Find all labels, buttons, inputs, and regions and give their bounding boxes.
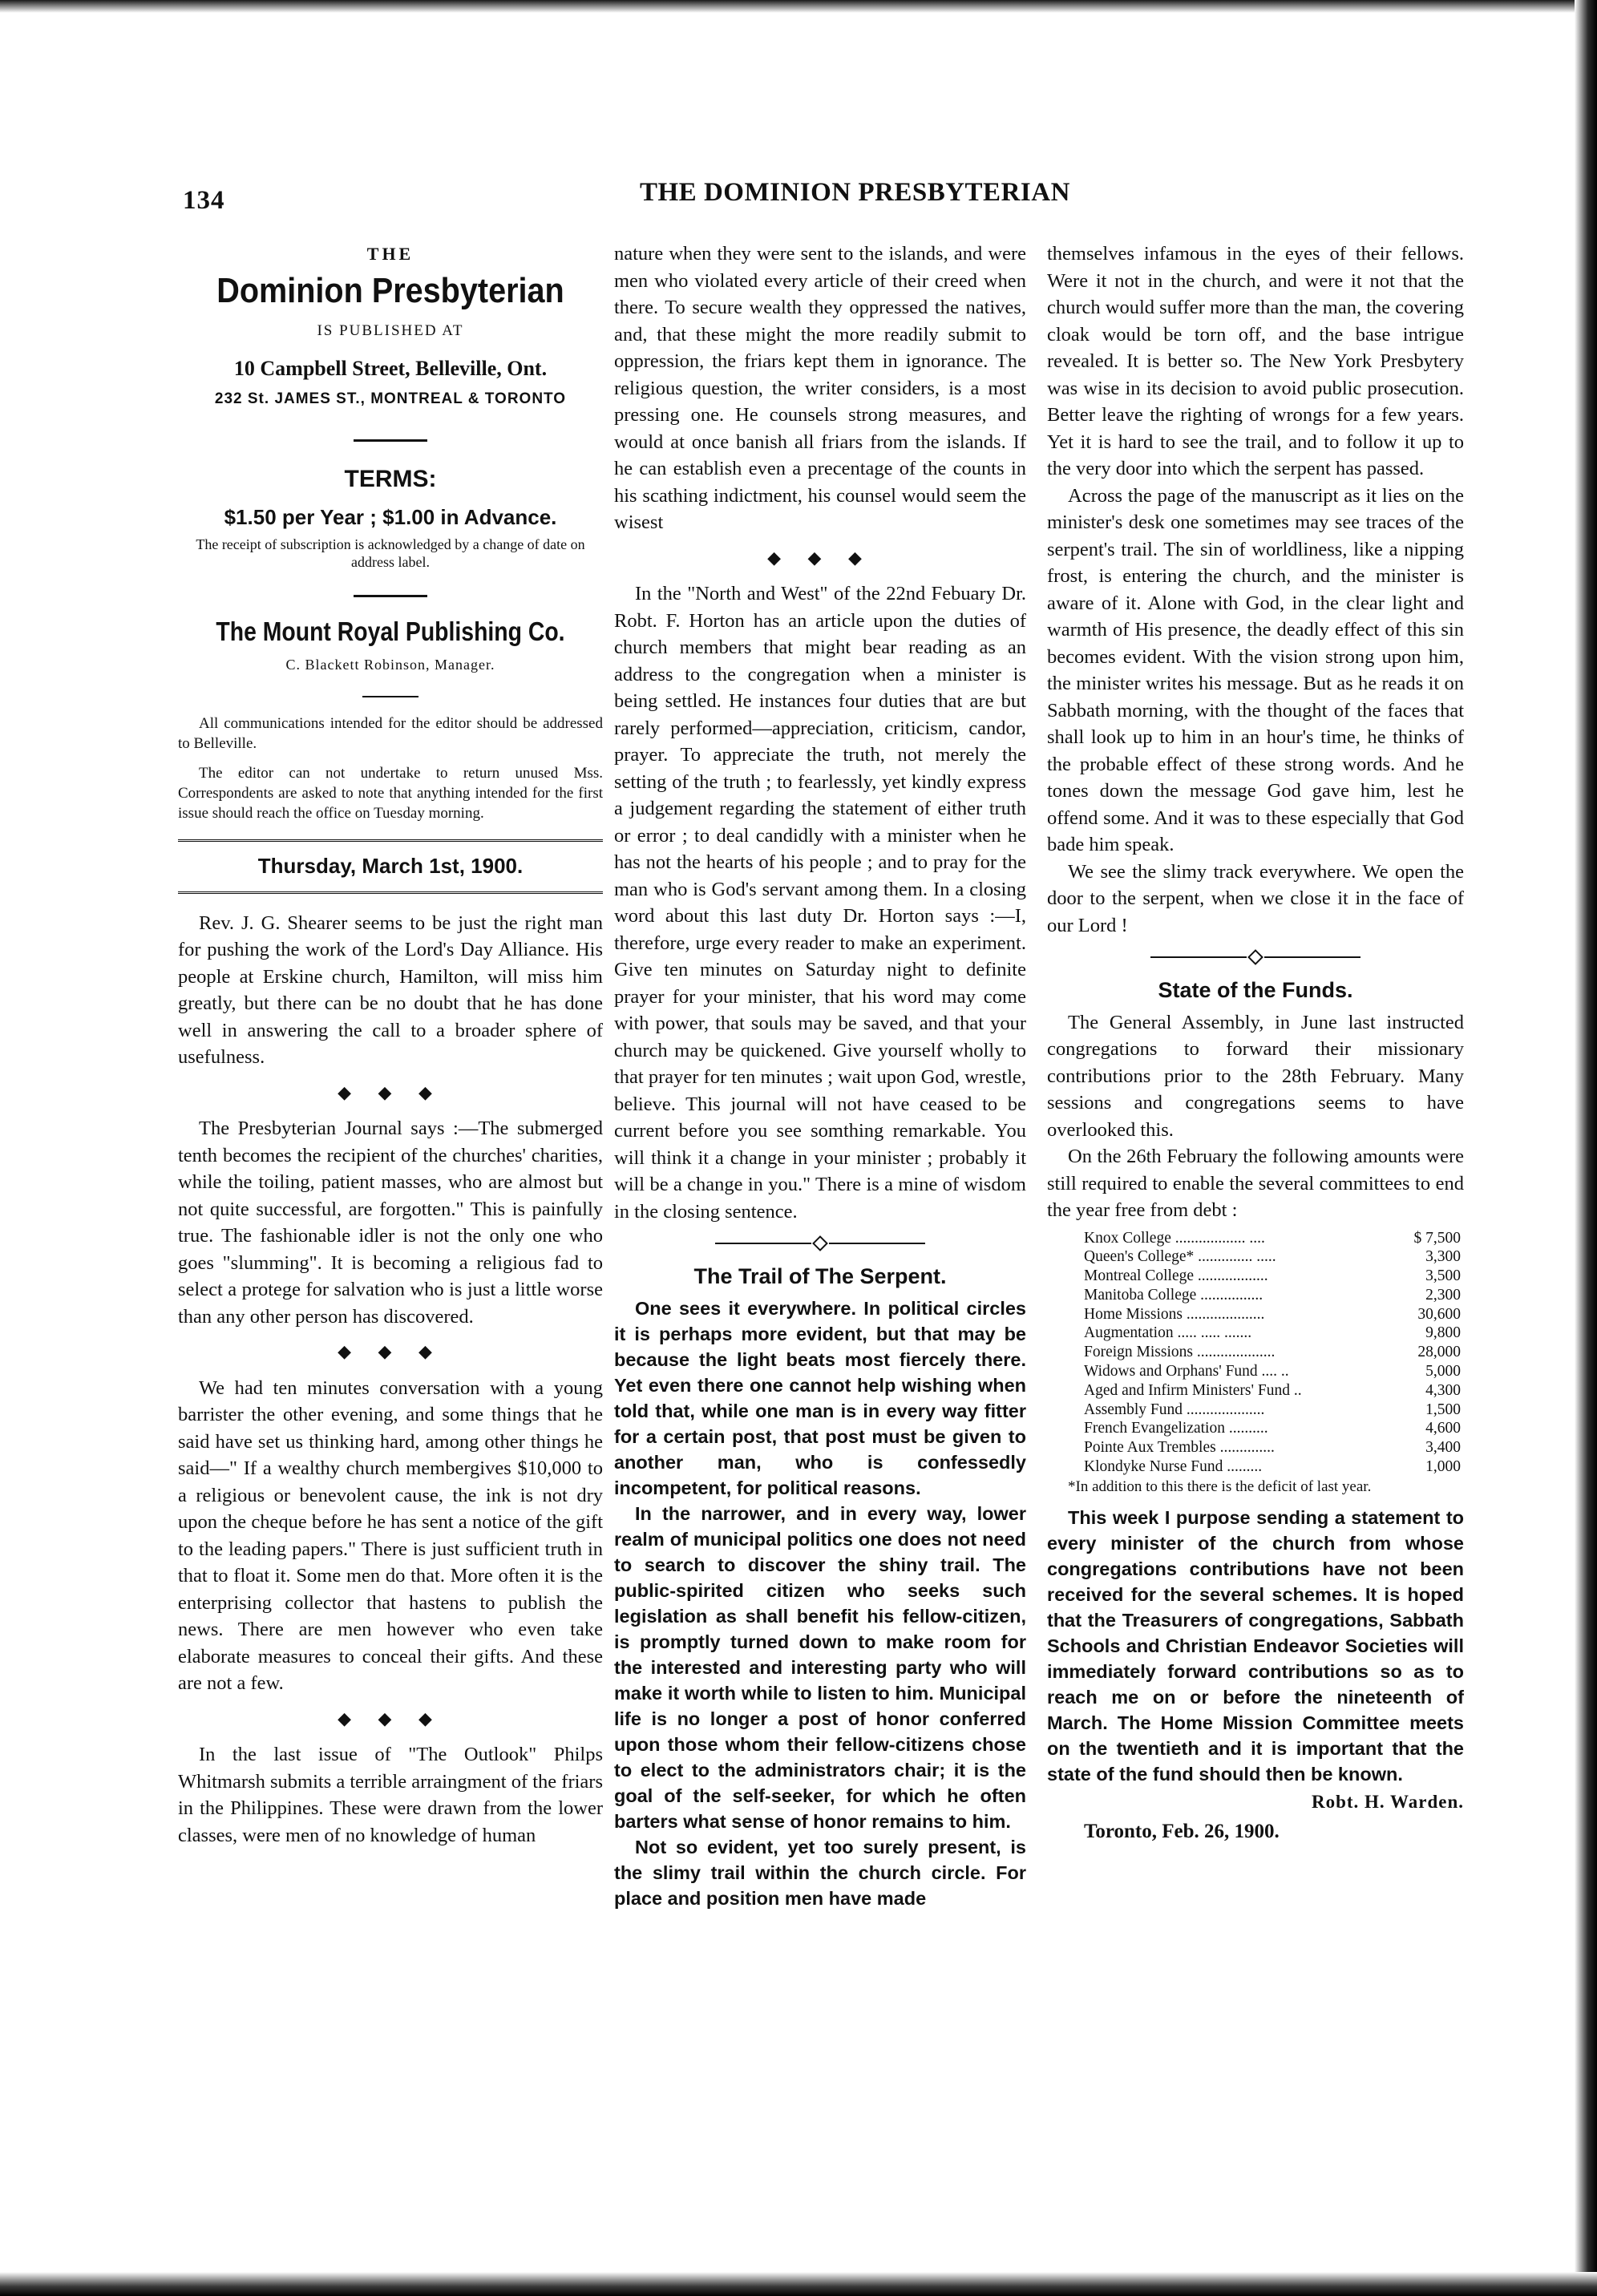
funds-row <box>1084 1401 1461 1420</box>
fund-amount: 30,600 <box>1417 1305 1461 1323</box>
funds-row <box>1084 1457 1461 1477</box>
editorial-paragraph: Rev. J. G. Shearer seems to be just the right man for pushing the work of the Lord's Day Alliance. His people at Erskine church, Hamilton, will miss him greatly, but there can be no doubt that he has done well in answering the call to a broader sphere of usefulness. <box>178 912 603 1068</box>
divider-rule <box>354 595 427 597</box>
funds-row <box>1084 1362 1461 1381</box>
terms-price: $1.50 per Year ; $1.00 in Advance. <box>224 504 557 529</box>
masthead-address-2: 232 St. JAMES ST., MONTREAL & TORONTO <box>214 390 567 407</box>
section-divider <box>614 1238 1026 1249</box>
column-1 <box>178 241 603 1849</box>
masthead-title: Dominion Presbyterian <box>216 270 564 310</box>
fund-amount: 3,500 <box>1425 1267 1461 1285</box>
fund-amount: 5,000 <box>1425 1363 1461 1380</box>
funds-row <box>1084 1305 1461 1324</box>
scan-edge-bottom <box>0 2272 1597 2296</box>
article-heading: State of the Funds. <box>1158 978 1353 1002</box>
funds-row <box>1084 1419 1461 1438</box>
fund-amount: 2,300 <box>1425 1286 1461 1304</box>
editor-notice-2: The editor can not undertake to return unused Mss. Correspondents are asked to note that anything intended for the first issue should reach the office on Tuesday morning. <box>178 765 603 822</box>
article-paragraph: In the narrower, and in every way, lower realm of municipal politics one does not need to search to discover the shiny trail. The public-spirited citizen who seeks such legislation as shall benefit his fellow-citizen, is promptly turned down to make room for the interested and interesting party who will make it worth while to listen to him. Municipal life is no longer a post of honor conferred upon those whom their fellow-citizens chose to elect to the administrators chair; it is the goal of the self-seeker, for which he often barters what sense of honor remains to him. <box>614 1502 1026 1832</box>
funds-footnote: *In addition to this there is the deficit of last year. <box>1068 1477 1372 1495</box>
fund-amount: $ 7,500 <box>1413 1229 1461 1247</box>
fund-name: Klondyke Nurse Fund ......... <box>1084 1458 1263 1476</box>
editorial-paragraph: The Presbyterian Journal says :—The submerged tenth becomes the recipient of the churches' charities, while the toiling, patient masses, who are almost but not quite successful, are forgotten." This is painfully true. The fashionable idler is not the only one who goes "slumming". It is becoming a religious fad to select a protege for salvation who is just a little worse than any other person has discovered. <box>178 1118 603 1328</box>
fund-amount: 3,300 <box>1425 1248 1461 1266</box>
fund-name: Queen's College* .............. ..... <box>1084 1248 1276 1266</box>
masthead-address-1: 10 Campbell Street, Belleville, Ont. <box>233 357 548 380</box>
fund-amount: 3,400 <box>1425 1439 1461 1457</box>
fund-amount: 4,600 <box>1425 1420 1461 1437</box>
fund-amount: 9,800 <box>1425 1324 1461 1342</box>
funds-table <box>1084 1229 1461 1477</box>
article-paragraph: We see the slimy track everywhere. We open the door to the serpent, when we close it in the face of our Lord ! <box>1047 860 1464 936</box>
editorial-paragraph: We had ten minutes conversation with a young barrister the other evening, and some things that he said have set us thinking hard, among other things he said—" If a wealthy church membergives $10,000 to a religious or benevolent cause, the ink is not dry upon the cheque before he has sent a notice of the gift to the leading papers." There is just sufficient truth in that to float it. Some men do that. More often it is the enterprising collector that hastens to publish the news. There are men however who even take elaborate measures to conceal their gifts. And these are not a few. <box>178 1376 603 1694</box>
place-date: Toronto, Feb. 26, 1900. <box>1084 1821 1280 1843</box>
fund-amount: 28,000 <box>1417 1344 1461 1361</box>
funds-row <box>1084 1438 1461 1457</box>
fund-name: Augmentation ..... ..... ....... <box>1084 1324 1252 1342</box>
scan-edge-right <box>1575 0 1597 2296</box>
article-paragraph: This week I purpose sending a statement to every minister of the church from whose congregations contributions have not been received for the several schemes. It is hoped that the Treasurers of congregations, Sabbath Schools and Christian Endeavor Societies will immediately forward contributions so as to reach me on or before the nineteenth of March. The Home Mission Committee meets on the twentieth and it is important that the state of the fund should then be known. <box>1047 1506 1464 1785</box>
fund-name: Foreign Missions .................... <box>1084 1344 1276 1361</box>
fund-name: Knox College .................. .... <box>1084 1229 1265 1247</box>
funds-row <box>1084 1247 1461 1267</box>
article-paragraph: Across the page of the manuscript as it lies on the minister's desk one sometimes may see traces of the serpent's trail. The sin of worldliness, like a nipping frost, is entering the church, and the minister is aware of it. Alone with God, in the clear light and warmth of His presence, the deadly effect of this sin becomes evident. With the vision strong upon him, the minister writes his message. But as he reads it on Sabbath morning, with the thought of the faces that shall look up to him in an hour's time, he thinks of the probable effect of these strong words. And he tones down the message God gave him, lest he offend some. And it was to these especially that God bade him speak. <box>1047 484 1464 855</box>
funds-row <box>1084 1381 1461 1401</box>
fund-amount: 1,000 <box>1425 1458 1461 1476</box>
editor-notice-1: All communications intended for the editor should be addressed to Belleville. <box>178 715 603 752</box>
funds-row <box>1084 1286 1461 1305</box>
fund-name: Aged and Infirm Ministers' Fund .. <box>1084 1381 1302 1399</box>
article-paragraph: Not so evident, yet too surely present, is the slimy trail within the church circle. For place and position men have made <box>614 1836 1026 1909</box>
column-2 <box>614 241 1026 1911</box>
funds-row <box>1084 1324 1461 1343</box>
fund-name: French Evangelization .......... <box>1084 1420 1268 1437</box>
funds-row <box>1084 1343 1461 1362</box>
article-paragraph: One sees it everywhere. In political circles it is perhaps more evident, but that may be because the light beats most fiercely there. Yet even there one cannot help wishing when told that, while one man is in every way fitter for a certain post, that post must be given to another man, who is confessedly incompetent, for political reasons. <box>614 1297 1026 1498</box>
double-rule <box>178 839 603 842</box>
fund-name: Montreal College .................. <box>1084 1267 1268 1285</box>
article-paragraph: The General Assembly, in June last instructed congregations to forward their missionary contributions prior to the 28th February. Many sessions and congregations seems to have overlooked this. <box>1047 1011 1464 1141</box>
fund-name: Widows and Orphans' Fund .... .. <box>1084 1363 1289 1380</box>
fund-name: Pointe Aux Trembles .............. <box>1084 1439 1275 1457</box>
page-number: 134 <box>183 186 225 215</box>
article-heading: The Trail of The Serpent. <box>693 1264 947 1288</box>
article-paragraph: themselves infamous in the eyes of their fellows. Were it not in the church, and were it not that the church would suffer more than the man, the covering cloak would be torn off, and the base intrigue revealed. It is better so. The New York Presbytery was wise in its decision to avoid public prosecution. Better leave the righting of wrongs for a few years. Yet it is hard to see the trail, and to follow it up to the very door into which the serpent has passed. <box>1047 243 1465 479</box>
funds-row <box>1084 1267 1461 1286</box>
running-head: THE DOMINION PRESBYTERIAN <box>640 178 1070 207</box>
article-paragraph: On the 26th February the following amounts were still required to enable the several committees to end the year free from debt : <box>1047 1146 1464 1221</box>
editorial-paragraph: nature when they were sent to the islands, and were men who violated every article of their creed when there. To secure wealth they oppressed the natives, and, that these might the more readily submit to oppression, the friars kept them in ignorance. The religious question, the writer considers, is a most pressing one. He counsels strong measures, and would at once banish all friars from the islands. If he can establish even a precentage of the counts in his scathing indictment, his counsel would seem the wisest <box>614 243 1026 533</box>
double-rule <box>178 891 603 894</box>
signature: Robt. H. Warden. <box>1311 1791 1464 1812</box>
publisher-manager: C. Blackett Robinson, Manager. <box>285 656 495 673</box>
diamond-ornament: ◆ ◆ ◆ <box>338 1081 443 1102</box>
diamond-ornament: ◆ ◆ ◆ <box>338 1341 443 1361</box>
divider-rule <box>362 696 418 697</box>
fund-name: Manitoba College ................ <box>1084 1286 1263 1304</box>
funds-row <box>1084 1229 1461 1248</box>
masthead-the: THE <box>366 244 414 264</box>
publisher-name: The Mount Royal Publishing Co. <box>216 616 565 646</box>
fund-amount: 1,500 <box>1425 1401 1461 1418</box>
terms-note: The receipt of subscription is acknowledged by a change of date on address label. <box>196 536 585 570</box>
column-3 <box>1047 241 1464 1845</box>
section-divider <box>1047 952 1464 963</box>
fund-name: Assembly Fund .................... <box>1084 1401 1265 1418</box>
issue-dateline: Thursday, March 1st, 1900. <box>257 854 524 878</box>
editorial-paragraph: In the "North and West" of the 22nd Febuary Dr. Robt. F. Horton has an article upon the duties of church members that might bear reading as an address to the congregation when a minister is being settled. He instances four duties that are but rarely performed—appreciation, criticism, candor, prayer. To appreciate the truth, not merely the setting of the truth ; to fearlessly, yet kindly express a judgement regarding the statement of either truth or error ; to deal candidly with a minister when he has not the hearts of his people ; and to pray for the man who is God's servant among them. In a closing word about this last duty Dr. Horton says :—I, therefore, urge every reader to make an experiment. Give ten minutes on Saturday night to definite prayer for your minister, that his word may come with power, that souls may be saved, and that your church may be quickened. Give yourself wholly to that prayer for ten minutes ; wait upon God, wrestle, believe. This journal will not have ceased to be current before you see somthing remarkable. You will think it a change in your minister ; probably it will be a change in you." There is a mine of wisdom in the closing sentence. <box>614 583 1026 1223</box>
fund-amount: 4,300 <box>1425 1381 1461 1399</box>
editorial-paragraph: In the last issue of "The Outlook" Philps Whitmarsh submits a terrible arraingment of the friars in the Philippines. These were drawn from the lower classes, were men of no knowledge of human <box>178 1744 603 1846</box>
divider-rule <box>354 439 427 442</box>
terms-title: TERMS: <box>344 466 437 492</box>
fund-name: Home Missions .................... <box>1084 1305 1265 1323</box>
scan-edge-top <box>0 0 1597 13</box>
masthead-published-at: IS PUBLISHED AT <box>317 321 464 339</box>
diamond-ornament: ◆ ◆ ◆ <box>338 1708 443 1728</box>
diamond-ornament: ◆ ◆ ◆ <box>767 547 873 568</box>
